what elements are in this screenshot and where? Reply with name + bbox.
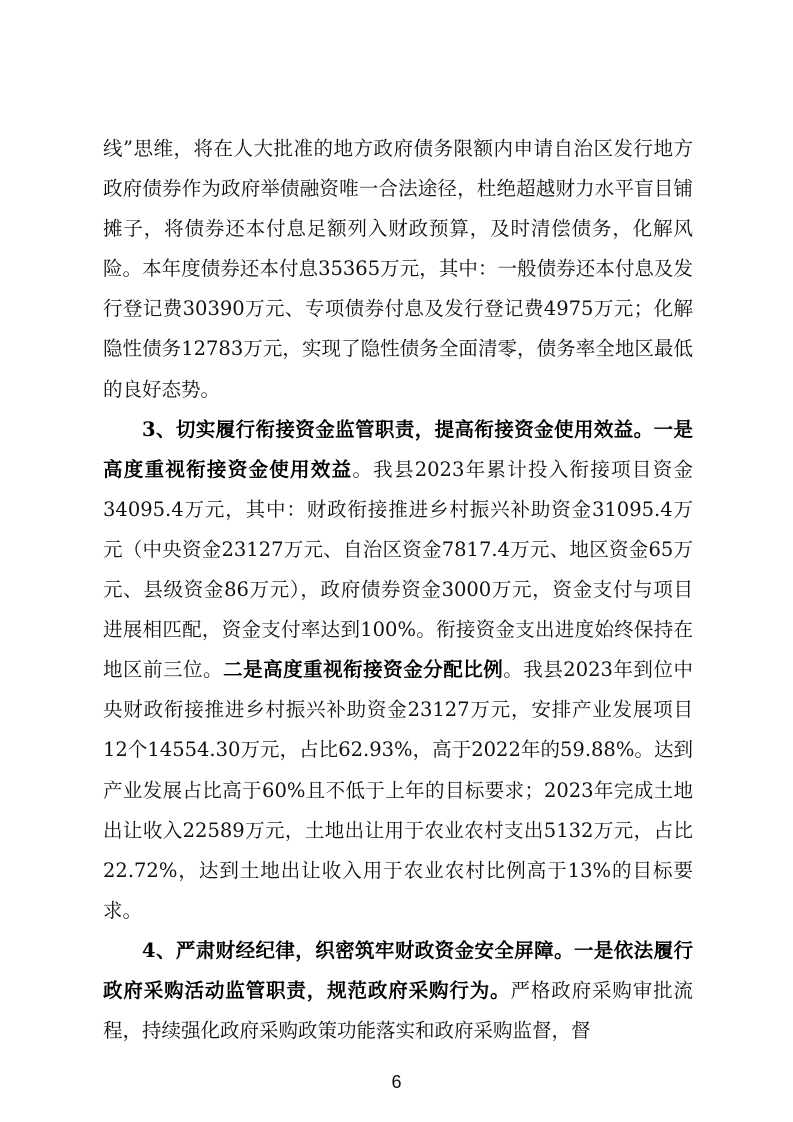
paragraph-text: 。我县2023年累计投入衔接项目资金34095.4万元，其中：财政衔接推进乡村振兴补助资金31095.4万元（中央资金23127万元、自治区资金7817.4万元、地区资金65万元、县级资金86万元），政府债券资金3000万元，资金支付与项目进展相匹配，资金支付率达到100%。衔接资金支出进度始终保持在地区前三位。: [103, 457, 693, 682]
paragraph-debt-management: [103, 129, 693, 410]
paragraph-text: 线”思维，将在人大批准的地方政府债务限额内申请自治区发行地方政府债券作为政府举债融资唯一合法途径，杜绝超越财力水平盲目铺摊子，将债券还本付息足额列入财政预算，及时清偿债务，化解风险。本年度债券还本付息35365万元，其中：一般债券还本付息及发行登记费30390万元、专项债券付息及发行登记费4975万元；化解隐性债务12783万元，实现了隐性债务全面清零，债务率全地区最低的良好态势。: [103, 137, 693, 401]
page-number: 6: [391, 1072, 402, 1092]
subheading-second: 二是高度重视衔接资金分配比例: [223, 658, 504, 682]
paragraph-text: 严格政府采购审批流程，持续强化政府采购政策功能落实和政府采购监督，督: [103, 978, 693, 1043]
paragraph-financial-discipline: [103, 931, 693, 1051]
paragraph-linkage-funds: [103, 410, 693, 931]
document-body: [103, 129, 693, 1051]
paragraph-text: 。我县2023年到位中央财政衔接推进乡村振兴补助资金23127万元，安排产业发展项目12个14554.30万元，占比62.93%，高于2022年的59.88%。达到产业发展占比高于60%且不低于上年的目标要求；2023年完成土地出让收入22589万元，土地出让用于农业农村支出5132万元，占比22.72%，达到土地出让收入用于农业农村比例高于13%的目标要求。: [103, 658, 693, 922]
subheading-first: 一是高度重视衔接资金使用效益: [103, 417, 693, 481]
section-heading-3: 3、切实履行衔接资金监管职责，提高衔接资金使用效益。: [142, 417, 654, 441]
section-heading-4: 4、严肃财经纪律，织密筑牢财政资金安全屏障。一是依法履行政府采购活动监管职责，规范政府采购行为。: [103, 938, 693, 1002]
